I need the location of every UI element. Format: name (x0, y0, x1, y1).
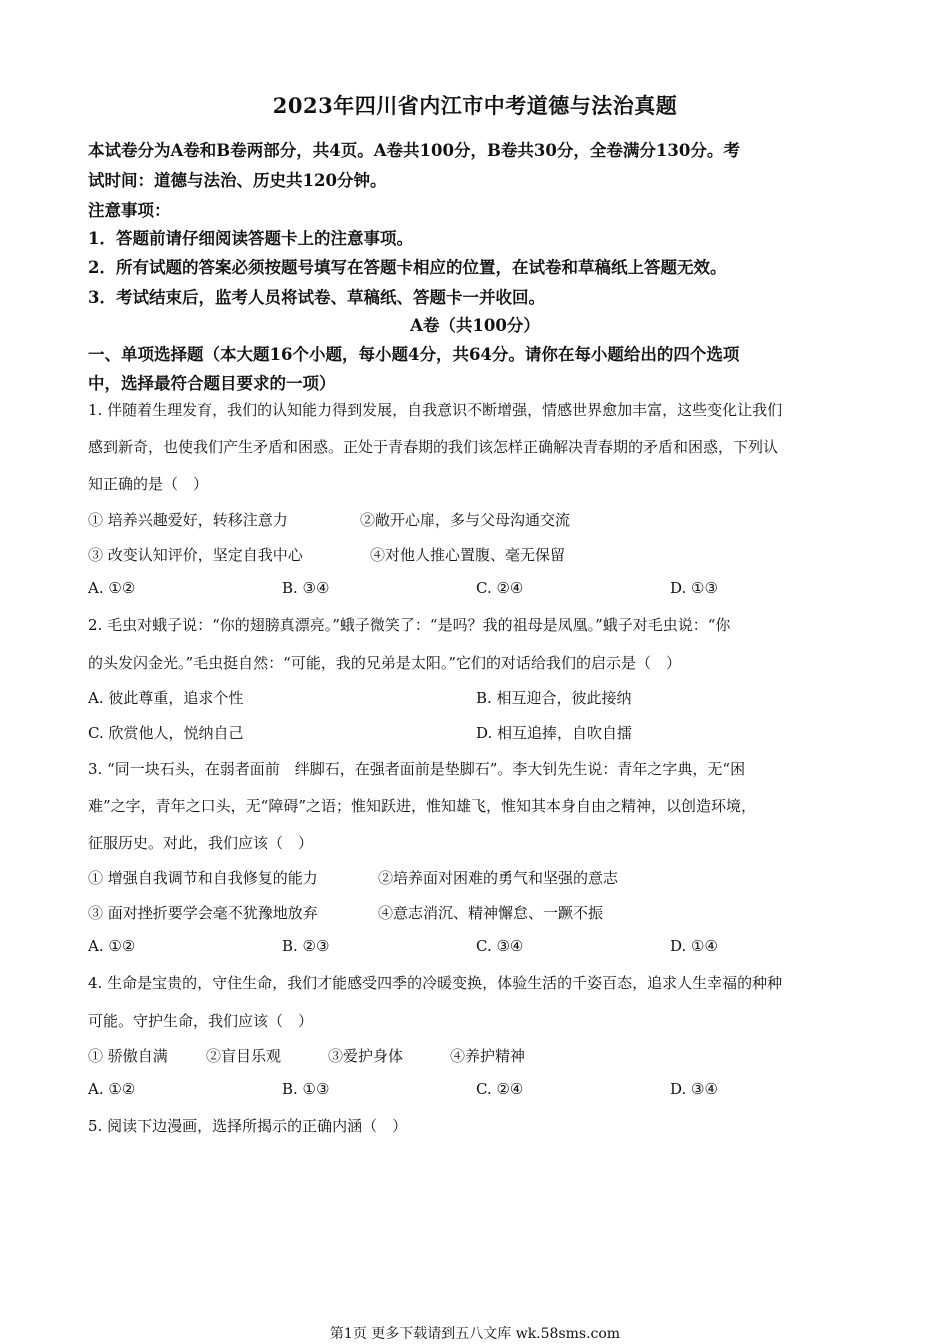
q3-option-c: C. ③④ (476, 937, 524, 955)
q3-option-b: B. ②③ (282, 937, 330, 955)
q4-option-c: C. ②④ (476, 1080, 524, 1098)
q4-stem-line-2: 可能。守护生命，我们应该（ ） (88, 1012, 314, 1030)
q1-statement-2: ②敞开心扉，多与父母沟通交流 (360, 511, 571, 529)
note-item-1: 1．答题前请仔细阅读答题卡上的注意事项。 (88, 229, 413, 248)
q4-statement-4: ④养护精神 (450, 1047, 526, 1065)
q5-stem-line-1: 5. 阅读下边漫画，选择所揭示的正确内涵（ ） (88, 1117, 408, 1135)
note-item-3: 3．考试结束后，监考人员将试卷、草稿纸、答题卡一并收回。 (88, 288, 545, 307)
q2-option-d: D. 相互追捧，自吹自擂 (476, 724, 633, 742)
q3-option-d: D. ①④ (670, 937, 718, 955)
q2-stem-line-2: 的头发闪金光。”毛虫挺自然：“可能，我的兄弟是太阳。”它们的对话给我们的启示是（ ） (88, 654, 682, 672)
q2-option-c: C. 欣赏他人，悦纳自己 (88, 724, 244, 742)
q4-statement-3: ③爱护身体 (328, 1047, 404, 1065)
q1-option-b: B. ③④ (282, 579, 330, 597)
q1-option-a: A. ①② (88, 579, 136, 597)
note-item-2: 2．所有试题的答案必须按题号填写在答题卡相应的位置，在试卷和草稿纸上答题无效。 (88, 258, 727, 277)
page-title: 2023年四川省内江市中考道德与法治真题 (272, 93, 678, 118)
q1-stem-line-2: 感到新奇，也使我们产生矛盾和困惑。正处于青春期的我们该怎样正确解决青春期的矛盾和困惑，下列认 (88, 438, 779, 456)
q2-option-a: A. 彼此尊重，追求个性 (88, 689, 244, 707)
q4-stem-line-1: 4. 生命是宝贵的，守住生命，我们才能感受四季的冷暖变换，体验生活的千姿百态，追求人生幸福的种种 (88, 974, 783, 992)
page-footer: 第1页 更多下载请到五八文库 wk.58sms.com (329, 1326, 621, 1342)
part1-heading-line-1: 一、单项选择题（本大题16个小题，每小题4分，共64分。请你在每小题给出的四个选项 (88, 345, 740, 364)
section-a-heading: A卷（共100分） (410, 316, 540, 335)
q4-option-b: B. ①③ (282, 1080, 330, 1098)
q1-statement-4: ④对他人推心置腹、毫无保留 (370, 546, 566, 564)
q1-stem-line-1: 1. 伴随着生理发育，我们的认知能力得到发展，自我意识不断增强，情感世界愈加丰富，这些变化让我们 (88, 401, 783, 419)
q3-statement-3: ③ 面对挫折要学会毫不犹豫地放弃 (88, 904, 318, 922)
q4-option-a: A. ①② (88, 1080, 136, 1098)
q3-statement-2: ②培养面对困难的勇气和坚强的意志 (378, 869, 619, 887)
q1-option-d: D. ①③ (670, 579, 718, 597)
q3-option-a: A. ①② (88, 937, 136, 955)
q3-stem-line-2: 难”之字，青年之口头，无“障碍”之语；惟知跃进，惟知雄飞，惟知其本身自由之精神，以创造环境， (88, 797, 757, 815)
q3-stem-line-3: 征服历史。对此，我们应该（ ） (88, 834, 314, 852)
intro-line-2: 试时间：道德与法治、历史共120分钟。 (88, 171, 387, 190)
intro-line-1: 本试卷分为A卷和B卷两部分，共4页。A卷共100分，B卷共30分，全卷满分130分。考 (88, 141, 740, 160)
notes-heading: 注意事项： (88, 201, 171, 220)
q2-stem-line-1: 2. 毛虫对蛾子说：“你的翅膀真漂亮。”蛾子微笑了：“是吗？我的祖母是凤凰。”蛾子对毛虫说：“你 (88, 616, 731, 634)
q1-option-c: C. ②④ (476, 579, 524, 597)
q4-statement-1: ① 骄傲自满 (88, 1047, 168, 1065)
q3-stem-line-1: 3. “同一块石头，在弱者面前 绊脚石，在强者面前是垫脚石”。李大钊先生说：青年之字典，无“困 (88, 760, 746, 778)
q3-statement-1: ① 增强自我调节和自我修复的能力 (88, 869, 318, 887)
part1-heading-line-2: 中，选择最符合题目要求的一项） (88, 374, 336, 393)
q2-option-b: B. 相互迎合，彼此接纳 (476, 689, 632, 707)
q1-statement-1: ① 培养兴趣爱好，转移注意力 (88, 511, 288, 529)
q3-statement-4: ④意志消沉、精神懈怠、一蹶不振 (378, 904, 604, 922)
q4-statement-2: ②盲目乐观 (206, 1047, 282, 1065)
q1-statement-3: ③ 改变认知评价，坚定自我中心 (88, 546, 303, 564)
q1-stem-line-3: 知正确的是（ ） (88, 475, 209, 493)
q4-option-d: D. ③④ (670, 1080, 718, 1098)
